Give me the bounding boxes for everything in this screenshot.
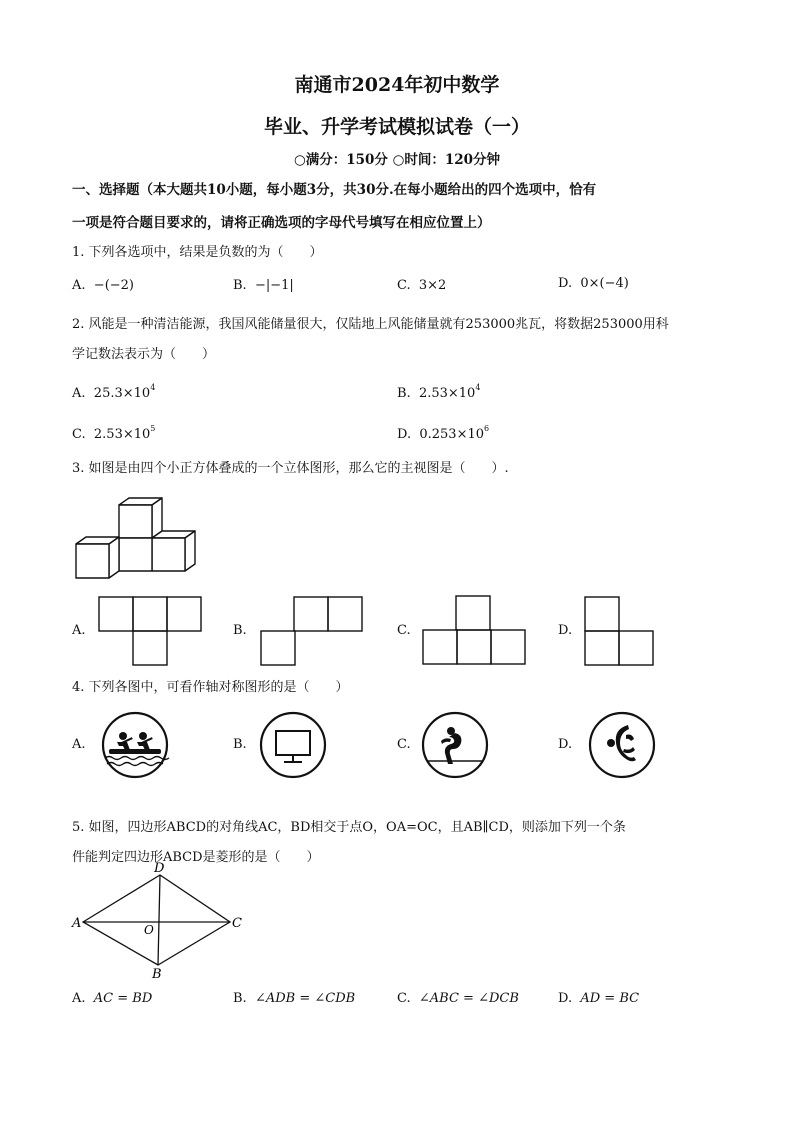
option-letter: B. bbox=[397, 386, 411, 401]
q4-option-b[interactable]: B. bbox=[233, 737, 247, 752]
q1-option-d[interactable] bbox=[558, 276, 629, 291]
q5-option-c[interactable] bbox=[397, 991, 519, 1006]
option-exponent: 4 bbox=[475, 383, 481, 392]
q1-option-b[interactable] bbox=[233, 278, 294, 293]
option-base: 25.3×10 bbox=[93, 386, 151, 401]
q4-option-c-diver-icon[interactable] bbox=[421, 711, 489, 779]
q1-option-c[interactable] bbox=[397, 278, 446, 293]
section-heading-line2: 一项是符合题目要求的，请将正确选项的字母代号填写在相应位置上） bbox=[72, 215, 491, 231]
option-letter: B. bbox=[233, 278, 247, 293]
q2-stem bbox=[72, 310, 732, 370]
q2-option-c[interactable] bbox=[72, 424, 155, 442]
q4-option-a[interactable]: A. bbox=[72, 737, 86, 752]
q3-option-a[interactable]: A. bbox=[72, 623, 86, 638]
q4-option-a-rowing-icon[interactable] bbox=[101, 711, 169, 779]
option-letter: D. bbox=[397, 427, 412, 442]
option-letter: B. bbox=[233, 991, 247, 1006]
option-exponent: 4 bbox=[150, 383, 156, 392]
center-label-o: O bbox=[144, 923, 154, 937]
q2-option-a[interactable] bbox=[72, 383, 155, 401]
q4-option-c[interactable]: C. bbox=[397, 737, 411, 752]
q5-stem-line1: 5. 如图，四边形ABCD的对角线AC，BD相交于点O，OA=OC，且AB∥CD，则添加下列一个条 bbox=[72, 820, 626, 835]
option-expr: 0×(−4) bbox=[580, 276, 629, 291]
option-expr: −|−1| bbox=[254, 278, 294, 293]
q1-stem: 1. 下列各选项中，结果是负数的为（ ） bbox=[72, 245, 323, 260]
section-heading bbox=[72, 174, 732, 240]
q2-option-d[interactable] bbox=[397, 424, 489, 442]
vertex-label-c: C bbox=[232, 916, 242, 931]
option-expr: 3×2 bbox=[418, 278, 447, 293]
exam-subtitle: 毕业、升学考试模拟试卷（一） bbox=[263, 116, 530, 138]
q4-option-b-monitor-icon[interactable] bbox=[259, 711, 327, 779]
option-exponent: 5 bbox=[150, 424, 156, 433]
option-letter: C. bbox=[397, 991, 411, 1006]
option-letter: D. bbox=[558, 991, 573, 1006]
option-letter: A. bbox=[72, 991, 86, 1006]
section-heading-line1: 一、选择题（本大题共10小题，每小题3分，共30分.在每小题给出的四个选项中，恰有 bbox=[72, 182, 597, 198]
option-base: 0.253×10 bbox=[419, 427, 485, 442]
option-expr: −(−2) bbox=[93, 278, 134, 293]
option-expr: ∠ADB = ∠CDB bbox=[254, 991, 356, 1006]
q3-option-c-figure[interactable] bbox=[422, 595, 526, 665]
option-expr: AD = BC bbox=[580, 991, 640, 1006]
q2-option-b[interactable] bbox=[397, 383, 480, 401]
option-expr: ∠ABC = ∠DCB bbox=[418, 991, 519, 1006]
q3-option-d-figure[interactable] bbox=[584, 596, 654, 666]
q5-option-d[interactable] bbox=[558, 991, 639, 1006]
q5-option-b[interactable] bbox=[233, 991, 355, 1006]
vertex-label-b: B bbox=[152, 967, 162, 982]
option-base: 2.53×10 bbox=[93, 427, 151, 442]
q4-stem: 4. 下列各图中，可看作轴对称图形的是（ ） bbox=[72, 680, 349, 695]
option-letter: A. bbox=[72, 386, 86, 401]
q3-option-c[interactable]: C. bbox=[397, 623, 411, 638]
q2-stem-line1: 2. 风能是一种清洁能源，我国风能储量很大，仅陆地上风能储量就有253000兆瓦，将数据253000用科 bbox=[72, 317, 669, 332]
q3-option-b[interactable]: B. bbox=[233, 623, 247, 638]
option-base: 2.53×10 bbox=[418, 386, 476, 401]
q1-option-a[interactable] bbox=[72, 278, 134, 293]
q5-rhombus-figure bbox=[70, 858, 250, 983]
q2-stem-line2: 学记数法表示为（ ） bbox=[72, 347, 216, 362]
vertex-label-d: D bbox=[154, 861, 165, 876]
q4-option-d-gymnast-icon[interactable] bbox=[588, 711, 656, 779]
option-letter: C. bbox=[72, 427, 86, 442]
q3-option-a-figure[interactable] bbox=[98, 596, 202, 666]
option-expr: AC = BD bbox=[93, 991, 153, 1006]
q5-stem-line2: 件能判定四边形ABCD是菱形的是（ ） bbox=[72, 850, 320, 865]
option-letter: A. bbox=[72, 278, 86, 293]
option-exponent: 6 bbox=[484, 424, 490, 433]
q4-option-d[interactable]: D. bbox=[558, 737, 573, 752]
q3-option-b-figure[interactable] bbox=[260, 596, 364, 666]
vertex-label-a: A bbox=[72, 916, 82, 931]
q3-option-d[interactable]: D. bbox=[558, 623, 573, 638]
q3-cubes-figure bbox=[72, 496, 202, 584]
option-letter: D. bbox=[558, 276, 573, 291]
q3-stem: 3. 如图是由四个小正方体叠成的一个立体图形，那么它的主视图是（ ）. bbox=[72, 461, 509, 476]
option-letter: C. bbox=[397, 278, 411, 293]
exam-title: 南通市2024年初中数学 bbox=[294, 74, 500, 96]
q5-option-a[interactable] bbox=[72, 991, 152, 1006]
score-time-line: ○满分：150分 ○时间：120分钟 bbox=[293, 152, 501, 168]
